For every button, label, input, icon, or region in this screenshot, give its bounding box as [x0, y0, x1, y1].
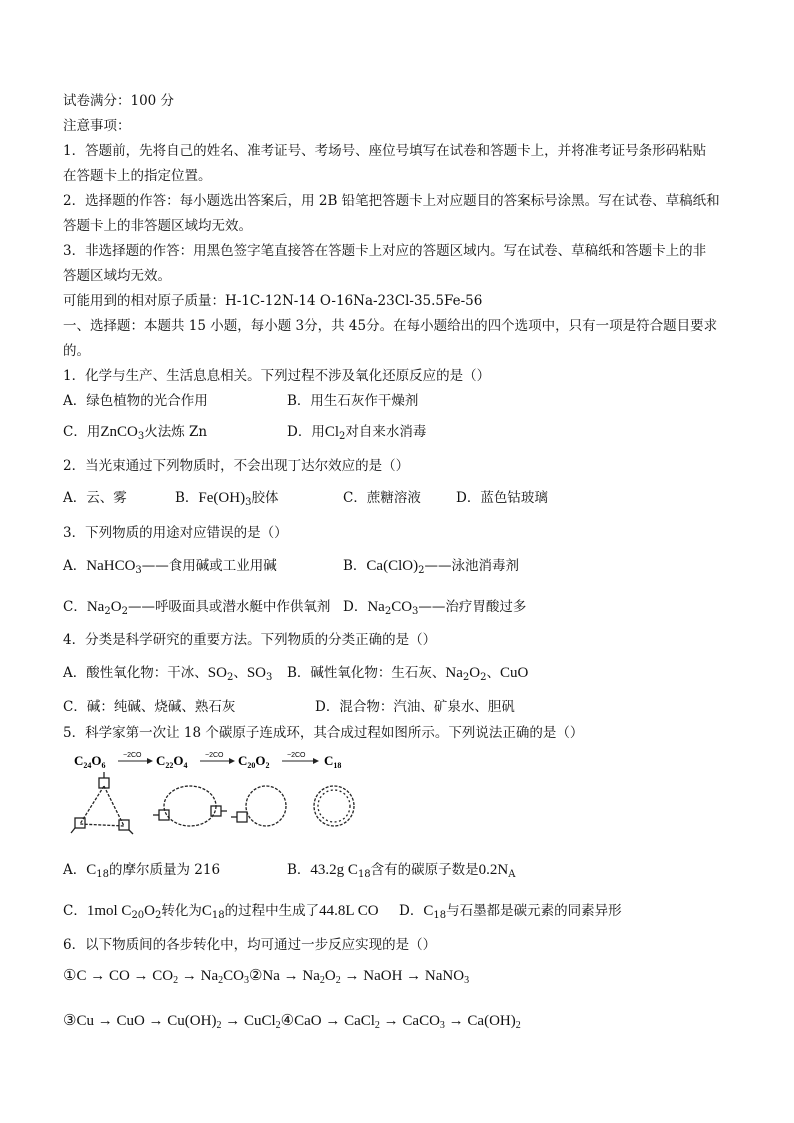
q4-option-b: B．碱性氧化物：生石灰、$Na_2O_2$、CuO	[287, 665, 529, 683]
q1-option-b: B．用生石灰作干燥剂	[287, 393, 419, 409]
q5-option-c: C．1mol $C_{20}O_2$转化为$C_{18}$的过程中生成了44.8L CO	[63, 903, 379, 921]
structure-c18-ring	[314, 786, 354, 826]
q4-option-d: D．混合物：汽油、矿泉水、胆矾	[315, 699, 515, 715]
q5-option-b: B．43.2g $C_{18}$含有的碳原子数是$0.2N_A$	[287, 862, 516, 880]
notice-3b: 答题区域均无效。	[63, 268, 171, 284]
q3-option-b: B．$Ca(ClO)_2——$泳池消毒剂	[343, 558, 519, 576]
q1-option-c: C．用ZnCO$_3$火法炼 Zn	[63, 424, 208, 442]
molecule-c22o4: $C_{22}O_4$	[156, 753, 188, 770]
q6-routes-1-2: ①C → CO → $CO_2$ → $Na_2CO_3②Na \to Na_2O_2$ → NaOH → NaNO$_3$	[63, 968, 470, 986]
q5-stem: 5．科学家第一次让 18 个碳原子连成环，其合成过程如图所示。下列说法正确的是（）	[63, 725, 584, 741]
q5-option-a: A．$C_{18}$的摩尔质量为 216	[63, 862, 221, 880]
q6-routes-3-4: ③Cu → CuO → $Cu(OH)_2$ → CuCl$_2$④CaO → CaCl$_2$ → CaCO$_3$ → $Ca(OH)_2$	[63, 1013, 521, 1031]
structure-c24o6	[71, 772, 133, 834]
molecule-c18: $C_{18}$	[324, 753, 342, 770]
q2-option-c: C．蔗糖溶液	[343, 490, 421, 506]
notice-1a: 1．答题前，先将自己的姓名、准考证号、考场号、座位号填写在试卷和答题卡上，并将准考证号条形码粘贴	[63, 143, 707, 159]
arrow-3-label: −2CO	[287, 752, 306, 759]
q5-option-d: D．$C_{18}$与石墨都是碳元素的同素异形	[399, 903, 622, 921]
structure-c22o4	[153, 786, 227, 826]
q2-option-a: A．云、雾	[63, 490, 127, 506]
notice-2b: 答题卡上的非答题区域均无效。	[63, 218, 252, 234]
section-title-a: 一、选择题：本题共 15 小题，每小题 3分，共 45分。在每小题给出的四个选项中，只有一项是符合题目要求	[63, 318, 718, 334]
q3-option-d: D．$Na_2CO_3——$治疗胃酸过多	[343, 599, 527, 617]
q4-option-a: A．酸性氧化物：干冰、$SO_2$、$SO_3$	[63, 665, 273, 683]
q3-option-c: C．$Na_2O_2——$呼吸面具或潜水艇中作供氧剂	[63, 599, 331, 617]
notice-title: 注意事项：	[63, 118, 131, 134]
carbon-ring-synthesis-figure	[66, 748, 366, 844]
q2-option-d: D．蓝色钴玻璃	[456, 490, 548, 506]
molecule-c24o6: $C_{24}O_6$	[74, 753, 106, 770]
q1-option-a: A．绿色植物的光合作用	[63, 393, 208, 409]
notice-2a: 2．选择题的作答：每小题选出答案后，用 2B 铅笔把答题卡上对应题目的答案标号涂黑。写在试卷、草稿纸和	[63, 193, 720, 209]
q2-option-b: B．$Fe(OH)_3$胶体	[175, 490, 279, 508]
notice-1b: 在答题卡上的指定位置。	[63, 168, 212, 184]
score-line: 试卷满分：100 分	[63, 93, 175, 109]
molecule-c20o2: $C_{20}O_2$	[238, 753, 270, 770]
q1-option-d: D．用$Cl_2$对自来水消毒	[287, 424, 427, 442]
atomic-mass-line: 可能用到的相对原子质量：H-1C-12N-14 O-16Na-23Cl-35.5Fe-56	[63, 293, 483, 309]
q2-stem: 2．当光束通过下列物质时，不会出现丁达尔效应的是（）	[63, 458, 410, 474]
notice-3a: 3．非选择题的作答：用黑色签字笔直接答在答题卡上对应的答题区域内。写在试卷、草稿纸和答题卡上的非	[63, 243, 707, 259]
q4-option-c: C．碱：纯碱、烧碱、熟石灰	[63, 699, 236, 715]
section-title-b: 的。	[63, 343, 90, 359]
arrow-2-label: −2CO	[205, 752, 224, 759]
q4-stem: 4．分类是科学研究的重要方法。下列物质的分类正确的是（）	[63, 632, 437, 648]
structure-c20o2	[231, 786, 286, 826]
q3-stem: 3．下列物质的用途对应错误的是（）	[63, 525, 288, 541]
q3-option-a: A．NaHCO$_3$——食用碱或工业用碱	[63, 558, 277, 576]
q1-stem: 1．化学与生产、生活息息相关。下列过程不涉及氧化还原反应的是（）	[63, 368, 491, 384]
q6-stem: 6．以下物质间的各步转化中，均可通过一步反应实现的是（）	[63, 937, 437, 953]
arrow-1-label: −2CO	[123, 752, 142, 759]
